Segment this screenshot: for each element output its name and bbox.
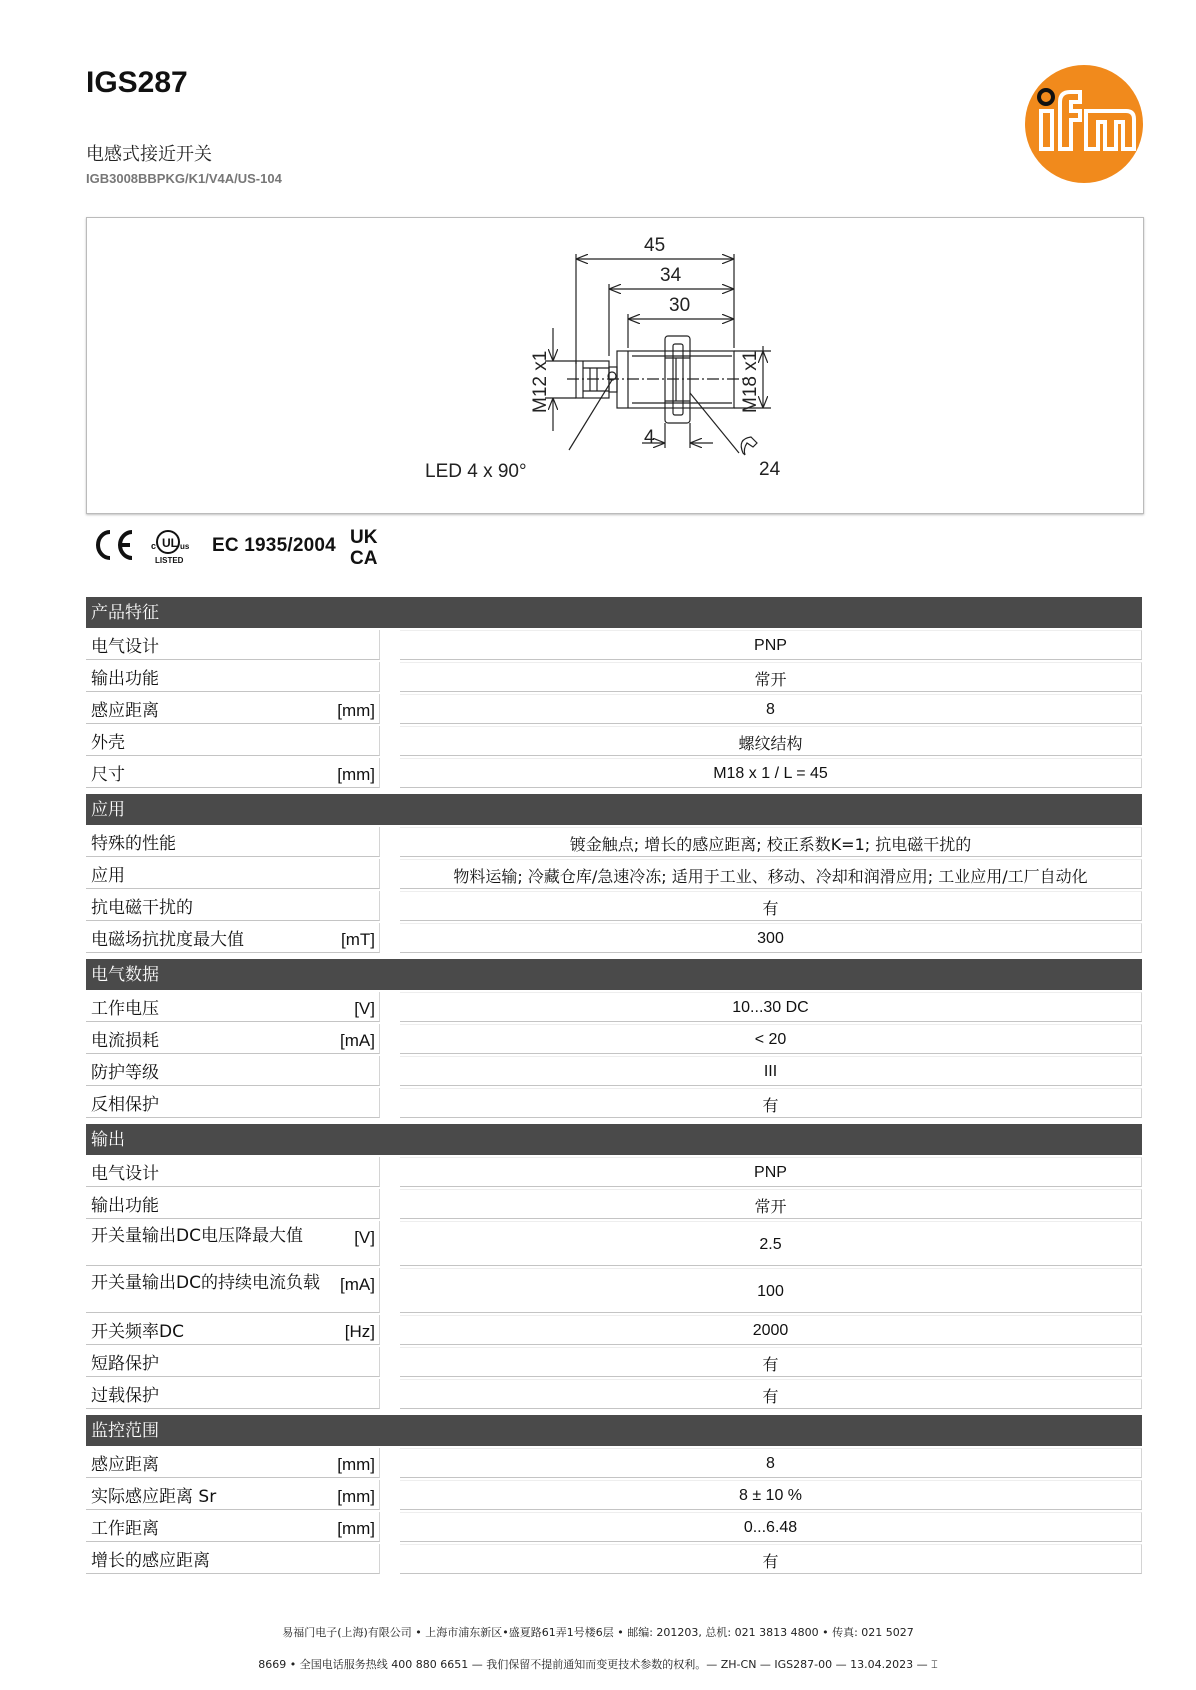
- spec-unit: [mm]: [337, 1519, 375, 1538]
- svg-text:LISTED: LISTED: [155, 556, 184, 565]
- specification-table: [86, 597, 1142, 1580]
- spec-label-cell: [86, 1189, 380, 1219]
- spec-row: [86, 1056, 1142, 1086]
- spec-row: [86, 923, 1142, 953]
- spec-value: III: [400, 1056, 1142, 1086]
- svg-text:CA: CA: [350, 548, 378, 569]
- spec-label-cell: [86, 827, 380, 857]
- spec-label-cell: [86, 1315, 380, 1345]
- spec-value: 有: [400, 1544, 1142, 1574]
- spec-label-cell: [86, 1056, 380, 1086]
- spec-section: [86, 959, 1142, 1124]
- product-title: IGS287: [86, 66, 188, 99]
- svg-text:c: c: [151, 541, 157, 551]
- spec-unit: [mT]: [341, 930, 375, 949]
- spec-section: [86, 1124, 1142, 1415]
- ifm-logo: [1024, 64, 1144, 184]
- spec-row: [86, 694, 1142, 724]
- spec-row: [86, 1088, 1142, 1118]
- spec-label-cell: [86, 630, 380, 660]
- spec-label: 电气设计: [91, 637, 159, 657]
- spec-label: 工作电压: [91, 999, 159, 1019]
- spec-row: [86, 1480, 1142, 1510]
- spec-value: 100: [400, 1268, 1142, 1313]
- spec-label-cell: [86, 1347, 380, 1377]
- spec-label: 短路保护: [91, 1354, 159, 1374]
- spec-row: [86, 1544, 1142, 1574]
- spec-label: 应用: [91, 866, 125, 886]
- spec-row: [86, 1189, 1142, 1219]
- section-header: 产品特征: [86, 597, 1142, 628]
- svg-text:UL: UL: [162, 536, 178, 550]
- spec-section: [86, 1415, 1142, 1580]
- dim-45-label: 45: [644, 235, 666, 256]
- section-header: 应用: [86, 794, 1142, 825]
- spec-label-cell: [86, 1544, 380, 1574]
- spec-row: [86, 630, 1142, 660]
- spec-unit: [mA]: [340, 1031, 375, 1050]
- spec-label-cell: [86, 1088, 380, 1118]
- footer-legal: 8669 • 全国电话服务热线 400 880 6651 — 我们保留不提前通知而变更技术参数的权利。— ZH-CN — IGS287-00 — 13.04.2023 — ⌶: [258, 1658, 938, 1671]
- dim-30-label: 30: [669, 295, 691, 316]
- spec-section: [86, 794, 1142, 959]
- spec-value: 有: [400, 1347, 1142, 1377]
- svg-text:UK: UK: [350, 527, 378, 548]
- spec-unit: [mm]: [337, 1487, 375, 1506]
- certification-marks: [86, 520, 486, 570]
- spec-value: 有: [400, 1088, 1142, 1118]
- spec-value: 8: [400, 1448, 1142, 1478]
- section-header: 输出: [86, 1124, 1142, 1155]
- spec-row: [86, 1379, 1142, 1409]
- spec-label-cell: [86, 992, 380, 1022]
- spec-label-cell: [86, 662, 380, 692]
- spec-value: 10...30 DC: [400, 992, 1142, 1022]
- spec-label-cell: [86, 891, 380, 921]
- spec-label: 电磁场抗扰度最大值: [91, 930, 244, 950]
- spec-label: 电流损耗: [91, 1031, 159, 1051]
- spec-label: 防护等级: [91, 1063, 159, 1083]
- spec-label-cell: [86, 1448, 380, 1478]
- wrench-size-label: 24: [759, 459, 781, 480]
- spec-row: [86, 1024, 1142, 1054]
- spec-value: 0...6.48: [400, 1512, 1142, 1542]
- spec-unit: [mA]: [340, 1275, 375, 1294]
- spec-label-cell: [86, 1379, 380, 1409]
- spec-value: PNP: [400, 630, 1142, 660]
- section-header: 电气数据: [86, 959, 1142, 990]
- led-label: LED 4 x 90°: [425, 461, 527, 482]
- spec-value: PNP: [400, 1157, 1142, 1187]
- spec-value: 8: [400, 694, 1142, 724]
- spec-value: 2000: [400, 1315, 1142, 1345]
- spec-value: 物料运输; 冷藏仓库/急速冷冻; 适用于工业、移动、冷却和润滑应用; 工业应用/工厂自动化: [400, 859, 1142, 889]
- spec-row: [86, 891, 1142, 921]
- spec-row: [86, 662, 1142, 692]
- spec-label-cell: [86, 694, 380, 724]
- spec-value: 镀金触点; 增长的感应距离; 校正系数K=1; 抗电磁干扰的: [400, 827, 1142, 857]
- ec-1935-label: EC 1935/2004: [212, 535, 336, 556]
- spec-label-cell: [86, 859, 380, 889]
- dimension-drawing: [86, 217, 1144, 514]
- spec-label: 实际感应距离 Sr: [91, 1487, 217, 1507]
- spec-label: 工作距离: [91, 1519, 159, 1539]
- ul-listed-icon: [151, 531, 190, 565]
- spec-row: [86, 859, 1142, 889]
- dim-4-label: 4: [644, 427, 655, 448]
- spec-unit: [mm]: [337, 765, 375, 784]
- spec-value: 常开: [400, 662, 1142, 692]
- spec-label: 开关频率DC: [91, 1322, 184, 1342]
- spec-row: [86, 1157, 1142, 1187]
- spec-value: 有: [400, 891, 1142, 921]
- spec-row: [86, 827, 1142, 857]
- spec-unit: [V]: [354, 1228, 375, 1247]
- footer-address: 易福门电子(上海)有限公司 • 上海市浦东新区•盛夏路61弄1号楼6层 • 邮编: 201203, 总机: 021 3813 4800 • 传真: 021 5027: [282, 1626, 914, 1639]
- spec-row: [86, 1268, 1142, 1313]
- dim-34-label: 34: [660, 265, 682, 286]
- spec-row: [86, 1448, 1142, 1478]
- spec-row: [86, 1315, 1142, 1345]
- spec-label: 特殊的性能: [91, 834, 176, 854]
- ukca-mark-icon: [350, 527, 378, 569]
- spec-unit: [Hz]: [344, 1322, 375, 1341]
- spec-label: 开关量输出DC的持续电流负载: [91, 1273, 320, 1293]
- spec-label: 尺寸: [91, 765, 125, 785]
- section-header: 监控范围: [86, 1415, 1142, 1446]
- spec-unit: [mm]: [337, 701, 375, 720]
- spec-label-cell: [86, 923, 380, 953]
- spec-label-cell: [86, 1024, 380, 1054]
- spec-value: 有: [400, 1379, 1142, 1409]
- spec-label: 输出功能: [91, 1196, 159, 1216]
- spec-unit: [V]: [354, 999, 375, 1018]
- spec-value: 300: [400, 923, 1142, 953]
- spec-label: 过载保护: [91, 1386, 159, 1406]
- spec-label: 反相保护: [91, 1095, 159, 1115]
- article-code: IGB3008BBPKG/K1/V4A/US-104: [86, 171, 282, 186]
- spec-value: 螺纹结构: [400, 726, 1142, 756]
- spec-row: [86, 1512, 1142, 1542]
- spec-label: 输出功能: [91, 669, 159, 689]
- spec-label-cell: [86, 1157, 380, 1187]
- svg-text:us: us: [180, 542, 190, 551]
- ce-mark-icon: [98, 532, 132, 558]
- product-subtitle: 电感式接近开关: [86, 144, 212, 165]
- spec-section: [86, 597, 1142, 794]
- spec-label-cell: [86, 1221, 380, 1266]
- spec-label-cell: [86, 1268, 380, 1313]
- spec-value: M18 x 1 / L = 45: [400, 758, 1142, 788]
- spec-row: [86, 1221, 1142, 1266]
- spec-row: [86, 1347, 1142, 1377]
- spec-row: [86, 726, 1142, 756]
- spec-label: 感应距离: [91, 1455, 159, 1475]
- thread-right-label: M18 x1: [740, 350, 761, 413]
- spec-label: 外壳: [91, 733, 125, 753]
- spec-row: [86, 758, 1142, 788]
- spec-label-cell: [86, 726, 380, 756]
- spec-label: 增长的感应距离: [91, 1551, 210, 1571]
- spec-label: 电气设计: [91, 1164, 159, 1184]
- spec-value: 8 ± 10 %: [400, 1480, 1142, 1510]
- spec-value: 2.5: [400, 1221, 1142, 1266]
- spec-unit: [mm]: [337, 1455, 375, 1474]
- spec-label-cell: [86, 758, 380, 788]
- spec-value: < 20: [400, 1024, 1142, 1054]
- spec-label: 开关量输出DC电压降最大值: [91, 1226, 303, 1246]
- spec-value: 常开: [400, 1189, 1142, 1219]
- thread-left-label: M12 x1: [530, 350, 551, 413]
- spec-label: 抗电磁干扰的: [91, 898, 193, 918]
- spec-row: [86, 992, 1142, 1022]
- spec-label-cell: [86, 1480, 380, 1510]
- spec-label-cell: [86, 1512, 380, 1542]
- spec-label: 感应距离: [91, 701, 159, 721]
